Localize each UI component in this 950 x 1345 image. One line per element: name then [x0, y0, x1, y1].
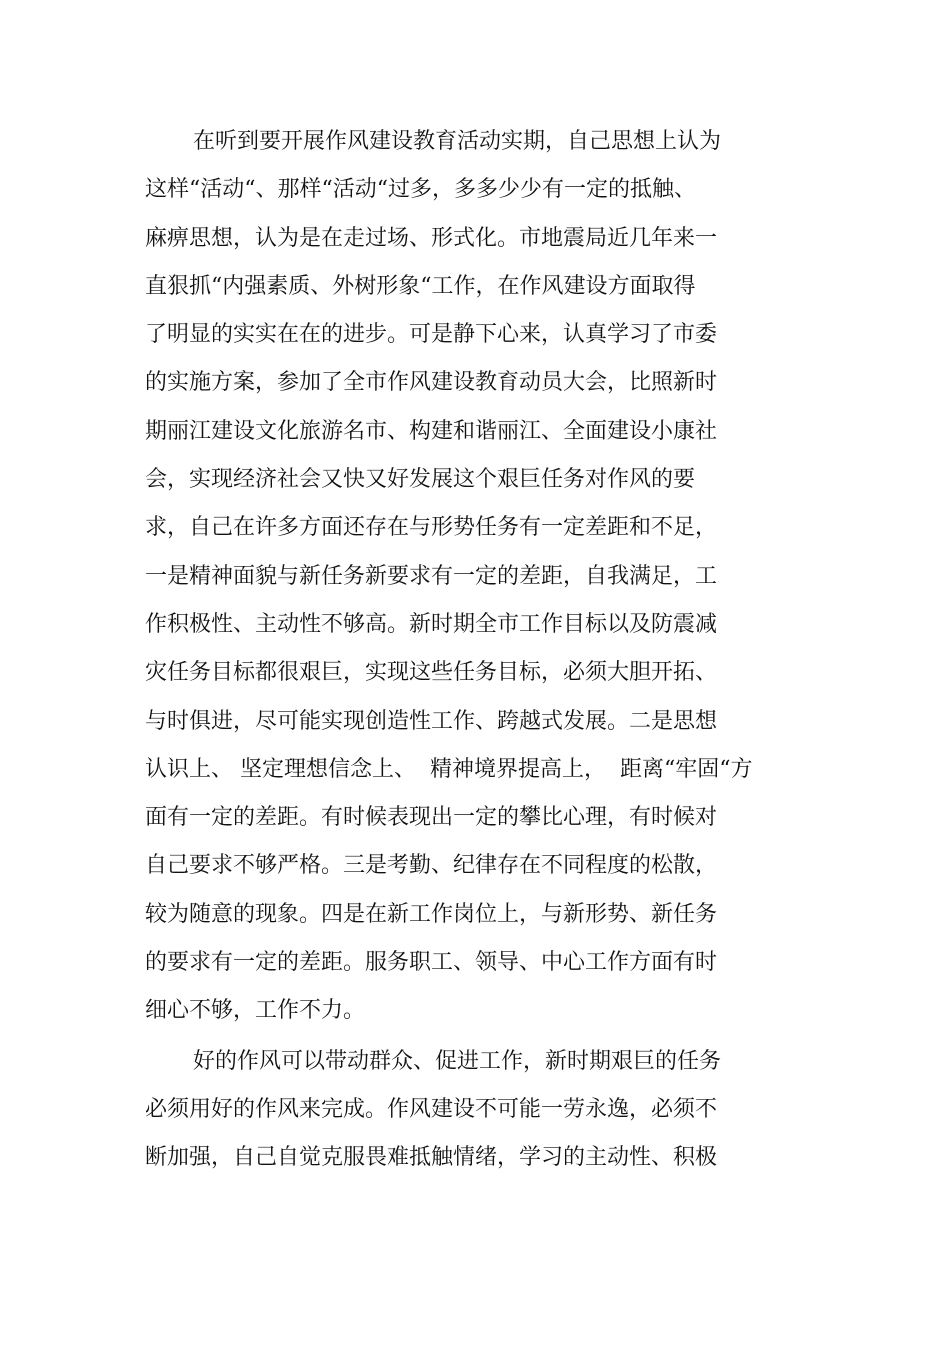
paragraph-1-line-1: 在听到要开展作风建设教育活动实期，自己思想上认为	[193, 129, 722, 154]
paragraph-1-line-13: 与时俱进，尽可能实现创造性工作、跨越式发展。二是思想	[145, 708, 718, 734]
paragraph-1-line-5: 了明显的实实在在的进步。可是静下心来，认真学习了市委	[145, 322, 718, 348]
paragraph-2-line-1: 好的作风可以带动群众、促进工作，新时期艰巨的任务	[193, 1048, 722, 1074]
paragraph-1-line-9: 求，自己在许多方面还存在与形势任务有一定差距和不足，	[145, 515, 718, 541]
paragraph-1-line-6: 的实施方案，参加了全市作风建设教育动员大会，比照新时	[145, 370, 718, 396]
paragraph-2-line-3: 断加强，自己自觉克服畏难抵触情绪，学习的主动性、积极	[145, 1145, 718, 1171]
paragraph-1-line-7: 期丽江建设文化旅游名市、构建和谐丽江、全面建设小康社	[145, 418, 718, 444]
paragraph-1-line-3: 麻痹思想，认为是在走过场、形式化。市地震局近几年来一	[145, 225, 718, 251]
document-body	[0, 124, 950, 1189]
paragraph-1-line-12: 灾任务目标都很艰巨，实现这些任务目标，必须大胆开拓、	[145, 660, 718, 686]
paragraph-1-line-18: 的要求有一定的差距。服务职工、领导、中心工作方面有时	[145, 950, 718, 976]
paragraph-1-line-2: 这样“活动“、那样“活动“过多，多多少少有一定的抵触、	[145, 177, 696, 203]
paragraph-1-line-14: 认识上、 坚定理想信念上、 精神境界提高上， 距离“牢固“方	[145, 756, 753, 782]
paragraph-1-line-4: 直狠抓“内强素质、外树形象“工作，在作风建设方面取得	[145, 273, 696, 299]
paragraph-1-line-8: 会，实现经济社会又快又好发展这个艰巨任务对作风的要	[145, 467, 696, 493]
paragraph-2-line-2: 必须用好的作风来完成。作风建设不可能一劳永逸，必须不	[145, 1096, 718, 1122]
paragraph-1-line-11: 作积极性、主动性不够高。新时期全市工作目标以及防震减	[145, 611, 718, 637]
paragraph-1-line-17: 较为随意的现象。四是在新工作岗位上，与新形势、新任务	[145, 901, 718, 927]
paragraph-1-line-16: 自己要求不够严格。三是考勤、纪律存在不同程度的松散，	[145, 853, 718, 879]
paragraph-1-line-15: 面有一定的差距。有时候表现出一定的攀比心理，有时候对	[145, 805, 718, 831]
paragraph-1-line-10: 一是精神面貌与新任务新要求有一定的差距，自我满足，工	[145, 563, 718, 589]
paragraph-1-line-19: 细心不够，工作不力。	[145, 998, 366, 1024]
